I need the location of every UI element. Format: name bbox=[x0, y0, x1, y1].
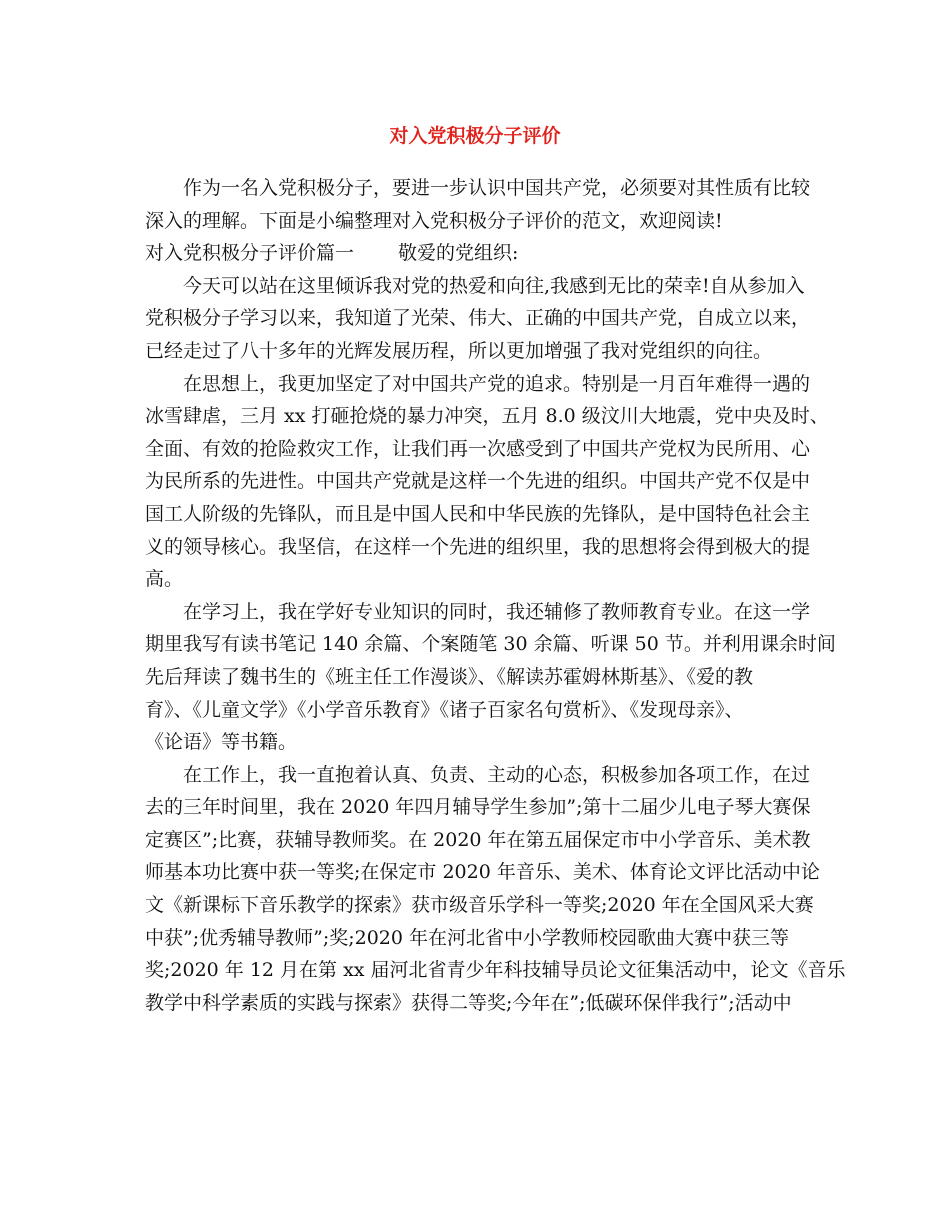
paragraph-line: 在思想上，我更加坚定了对中国共产党的追求。特别是一月百年难得一遇的 bbox=[183, 372, 811, 395]
section-heading: 对入党积极分子评价篇一 bbox=[145, 242, 355, 265]
paragraph-line: 今天可以站在这里倾诉我对党的热爱和向往,我感到无比的荣幸!自从参加入 bbox=[183, 274, 805, 297]
paragraph-line: 中获”;优秀辅导教师”;奖;2020 年在河北省中小学教师校园歌曲大赛中获三等 bbox=[145, 926, 790, 949]
paragraph-line: 高。 bbox=[145, 568, 184, 591]
paragraph-line: 党积极分子学习以来，我知道了光荣、伟大、正确的中国共产党，自成立以来， bbox=[145, 307, 811, 330]
paragraph-line: 国工人阶级的先锋队，而且是中国人民和中华民族的先锋队，是中国特色社会主 bbox=[145, 502, 811, 525]
page-title: 对入党积极分子评价 bbox=[389, 125, 561, 147]
paragraph-line: 育》、《儿童文学》《小学音乐教育》《诸子百家名句赏析》、《发现母亲》、 bbox=[145, 698, 744, 721]
intro-line: 深入的理解。下面是小编整理对入党积极分子评价的范文，欢迎阅读! bbox=[145, 209, 723, 232]
salutation: 敬爱的党组织: bbox=[398, 242, 519, 265]
paragraph-line: 先后拜读了魏书生的《班主任工作漫谈》、《解读苏霍姆林斯基》、《爱的教 bbox=[145, 665, 754, 688]
paragraph-line: 冰雪肆虐，三月 xx 打砸抢烧的暴力冲突，五月 8.0 级汶川大地震，党中央及时、 bbox=[145, 405, 829, 428]
paragraph-line: 《论语》等书籍。 bbox=[145, 731, 298, 754]
paragraph-line: 已经走过了八十多年的光辉发展历程，所以更加增强了我对党组织的向往。 bbox=[145, 339, 773, 362]
paragraph-line: 在工作上，我一直抱着认真、负责、主动的心态，积极参加各项工作，在过 bbox=[183, 763, 811, 786]
paragraph-line: 全面、有效的抢险救灾工作，让我们再一次感受到了中国共产党权为民所用、心 bbox=[145, 437, 811, 460]
paragraph-line: 为民所系的先进性。中国共产党就是这样一个先进的组织。中国共产党不仅是中 bbox=[145, 470, 811, 493]
document-body bbox=[145, 172, 846, 1019]
paragraph-line: 师基本功比赛中获一等奖;在保定市 2020 年音乐、美术、体育论文评比活动中论 bbox=[145, 861, 820, 884]
paragraph-line: 奖;2020 年 12 月在第 xx 届河北省青少年科技辅导员论文征集活动中，论文《音乐 bbox=[145, 959, 846, 982]
section-heading-line bbox=[145, 237, 807, 270]
paragraph-line: 在学习上，我在学好专业知识的同时，我还辅修了教师教育专业。在这一学 bbox=[183, 600, 811, 623]
paragraph-line: 去的三年时间里，我在 2020 年四月辅导学生参加”;第十二届少儿电子琴大赛保 bbox=[145, 796, 811, 819]
paragraph-line: 文《新课标下音乐教学的探索》获市级音乐学科一等奖;2020 年在全国风采大赛 bbox=[145, 894, 814, 917]
paragraph-line: 义的领导核心。我坚信，在这样一个先进的组织里，我的思想将会得到极大的提 bbox=[145, 535, 811, 558]
paragraph-line: 期里我写有读书笔记 140 余篇、个案随笔 30 余篇、听课 50 节。并利用课余时间 bbox=[145, 633, 836, 656]
paragraph-line: 定赛区”;比赛，获辅导教师奖。在 2020 年在第五届保定市中小学音乐、美术教 bbox=[145, 828, 811, 851]
paragraph-line: 教学中科学素质的实践与探索》获得二等奖;今年在”;低碳环保伴我行”;活动中 bbox=[145, 991, 792, 1014]
intro-line: 作为一名入党积极分子，要进一步认识中国共产党，必须要对其性质有比较 bbox=[183, 177, 811, 199]
